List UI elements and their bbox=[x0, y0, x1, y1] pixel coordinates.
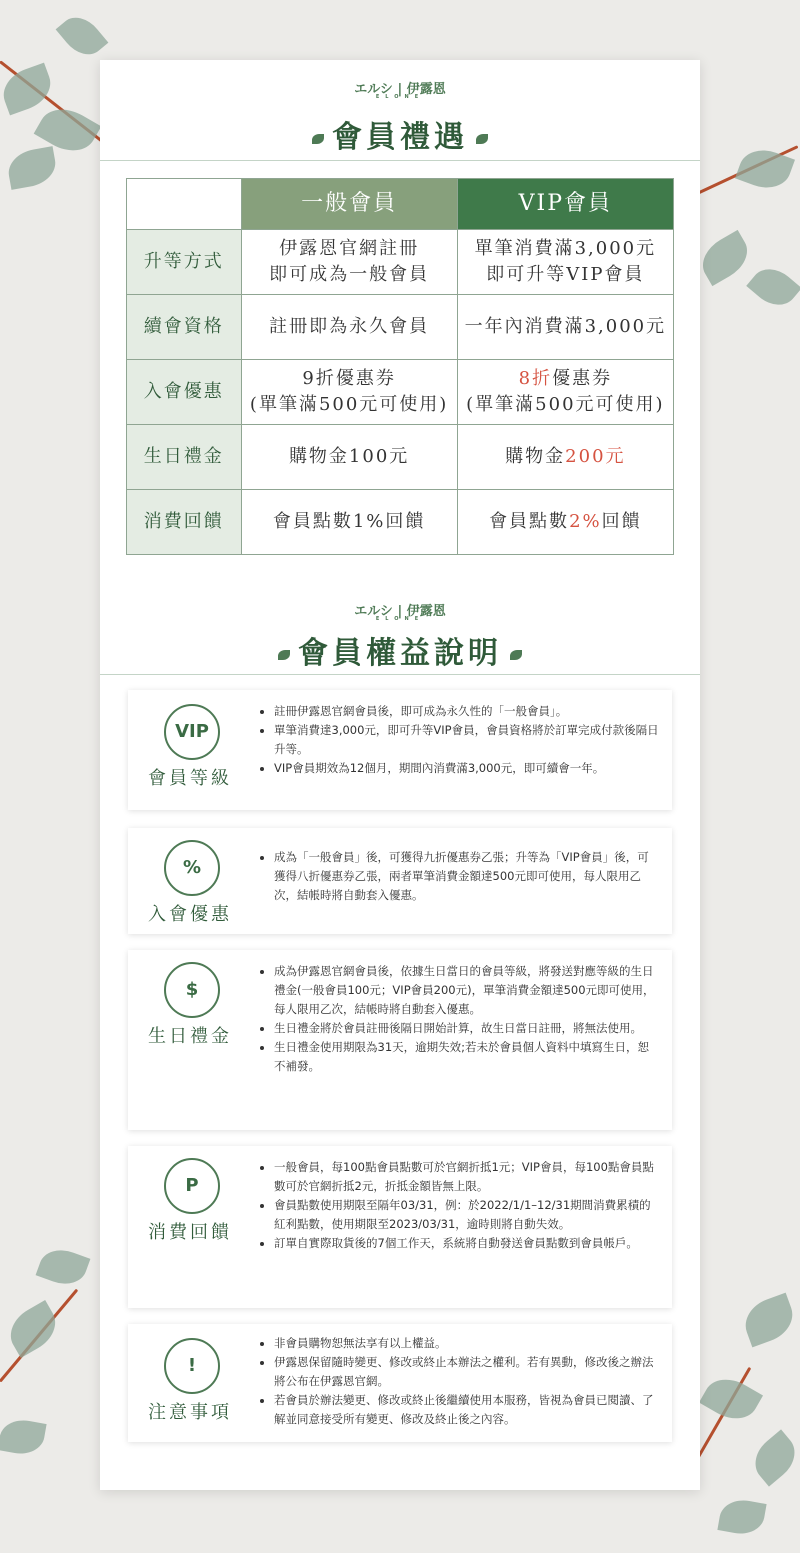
membership-comparison-table bbox=[126, 178, 674, 555]
list-item: • 訂單自實際取貨後的7個工作天，系統將自動發送會員點數到會員帳戶。 bbox=[274, 1234, 660, 1253]
benefit-list bbox=[262, 1334, 660, 1429]
benefit-list bbox=[262, 702, 660, 778]
membership-card bbox=[100, 60, 700, 1490]
benefit-label: 注意事項 bbox=[148, 1402, 232, 1423]
table-header-vip: VIP會員 bbox=[457, 179, 673, 230]
list-item: • 成為「一般會員」後，可獲得九折優惠券乙張；升等為「VIP會員」後，可獲得八折優惠券乙張，兩者單筆消費金額達500元即可使用，每人限用乙次，結帳時將自動套入優惠。 bbox=[274, 848, 660, 905]
benefit-list bbox=[262, 1158, 660, 1253]
benefit-section-notice bbox=[128, 1324, 672, 1442]
table-row bbox=[127, 295, 674, 360]
benefit-section-join-offer bbox=[128, 828, 672, 934]
benefit-label: 生日禮金 bbox=[148, 1026, 232, 1047]
benefit-label: 入會優惠 bbox=[148, 904, 232, 925]
benefit-section-birthday-gift bbox=[128, 950, 672, 1130]
general-cell: 註冊即為永久會員 bbox=[241, 295, 457, 360]
general-cell: 購物金100元 bbox=[241, 425, 457, 490]
list-item: • 若會員於辦法變更、修改或終止後繼續使用本服務，皆視為會員已閱讀、了解並同意接受所有變更、修改及終止後之內容。 bbox=[274, 1391, 660, 1429]
benefit-list bbox=[262, 962, 660, 1076]
vip-cell: 8折優惠券 (單筆滿500元可使用) bbox=[457, 360, 673, 425]
row-label: 升等方式 bbox=[127, 230, 242, 295]
leaf-icon bbox=[312, 134, 324, 144]
table-row bbox=[127, 490, 674, 555]
table-header-blank bbox=[127, 179, 242, 230]
divider bbox=[100, 160, 700, 161]
list-item: • 一般會員，每100點會員點數可於官網折抵1元；VIP會員，每100點會員點數可於官網折抵2元，折抵金額皆無上限。 bbox=[274, 1158, 660, 1196]
vip-medal-icon: VIP bbox=[164, 704, 220, 760]
row-label: 消費回饋 bbox=[127, 490, 242, 555]
leaf-icon bbox=[510, 650, 522, 660]
brand-logo: エルシ | 伊露恩 ELONE bbox=[354, 82, 446, 100]
general-cell: 9折優惠券 (單筆滿500元可使用) bbox=[241, 360, 457, 425]
general-cell: 會員點數1%回饋 bbox=[241, 490, 457, 555]
vip-cell: 購物金200元 bbox=[457, 425, 673, 490]
list-item: • 伊露恩保留隨時變更、修改或終止本辦法之權利。若有異動，修改後之辦法將公布在伊露恩官網。 bbox=[274, 1353, 660, 1391]
benefit-section-member-level bbox=[128, 690, 672, 810]
list-item: • 生日禮金將於會員註冊後隔日開始計算，故生日當日註冊，將無法使用。 bbox=[274, 1019, 660, 1038]
table-row bbox=[127, 425, 674, 490]
section-title-rights: 會員權益說明 bbox=[100, 628, 700, 672]
list-item: • VIP會員期效為12個月，期間內消費滿3,000元，即可續會一年。 bbox=[274, 759, 660, 778]
brand-logo: エルシ | 伊露恩 ELONE bbox=[354, 604, 446, 622]
list-item: • 會員點數使用期限至隔年03/31，例：於2022/1/1–12/31期間消費累積的紅利點數，使用期限至2023/03/31，逾時則將自動失效。 bbox=[274, 1196, 660, 1234]
piggy-bank-icon: P bbox=[164, 1158, 220, 1214]
notice-sign-icon: ! bbox=[164, 1338, 220, 1394]
vip-cell: 單筆消費滿3,000元 即可升等VIP會員 bbox=[457, 230, 673, 295]
table-row bbox=[127, 360, 674, 425]
list-item: • 非會員購物恕無法享有以上權益。 bbox=[274, 1334, 660, 1353]
row-label: 續會資格 bbox=[127, 295, 242, 360]
vip-cell: 會員點數2%回饋 bbox=[457, 490, 673, 555]
row-label: 入會優惠 bbox=[127, 360, 242, 425]
benefit-label: 消費回饋 bbox=[148, 1222, 232, 1243]
list-item: • 單筆消費達3,000元，即可升等VIP會員，會員資格將於訂單完成付款後隔日升等。 bbox=[274, 721, 660, 759]
benefit-section-spending-reward bbox=[128, 1146, 672, 1308]
list-item: • 生日禮金使用期限為31天，逾期失效;若未於會員個人資料中填寫生日，恕不補發。 bbox=[274, 1038, 660, 1076]
row-label: 生日禮金 bbox=[127, 425, 242, 490]
leaf-icon bbox=[278, 650, 290, 660]
birthday-money-icon: $ bbox=[164, 962, 220, 1018]
table-row bbox=[127, 230, 674, 295]
general-cell: 伊露恩官網註冊 即可成為一般會員 bbox=[241, 230, 457, 295]
section-title-benefits: 會員禮遇 bbox=[100, 112, 700, 156]
list-item: • 成為伊露恩官網會員後，依據生日當日的會員等級，將發送對應等級的生日禮金(一般會員100元；VIP會員200元)，單筆消費金額達500元即可使用，每人限用乙次，結帳時將自動套入優惠。 bbox=[274, 962, 660, 1019]
benefit-label: 會員等級 bbox=[148, 768, 232, 789]
leaf-icon bbox=[476, 134, 488, 144]
benefit-list bbox=[262, 848, 660, 905]
coupon-icon: % bbox=[164, 840, 220, 896]
list-item: • 註冊伊露恩官網會員後，即可成為永久性的「一般會員」。 bbox=[274, 702, 660, 721]
divider bbox=[100, 674, 700, 675]
table-header-general: 一般會員 bbox=[241, 179, 457, 230]
vip-cell: 一年內消費滿3,000元 bbox=[457, 295, 673, 360]
